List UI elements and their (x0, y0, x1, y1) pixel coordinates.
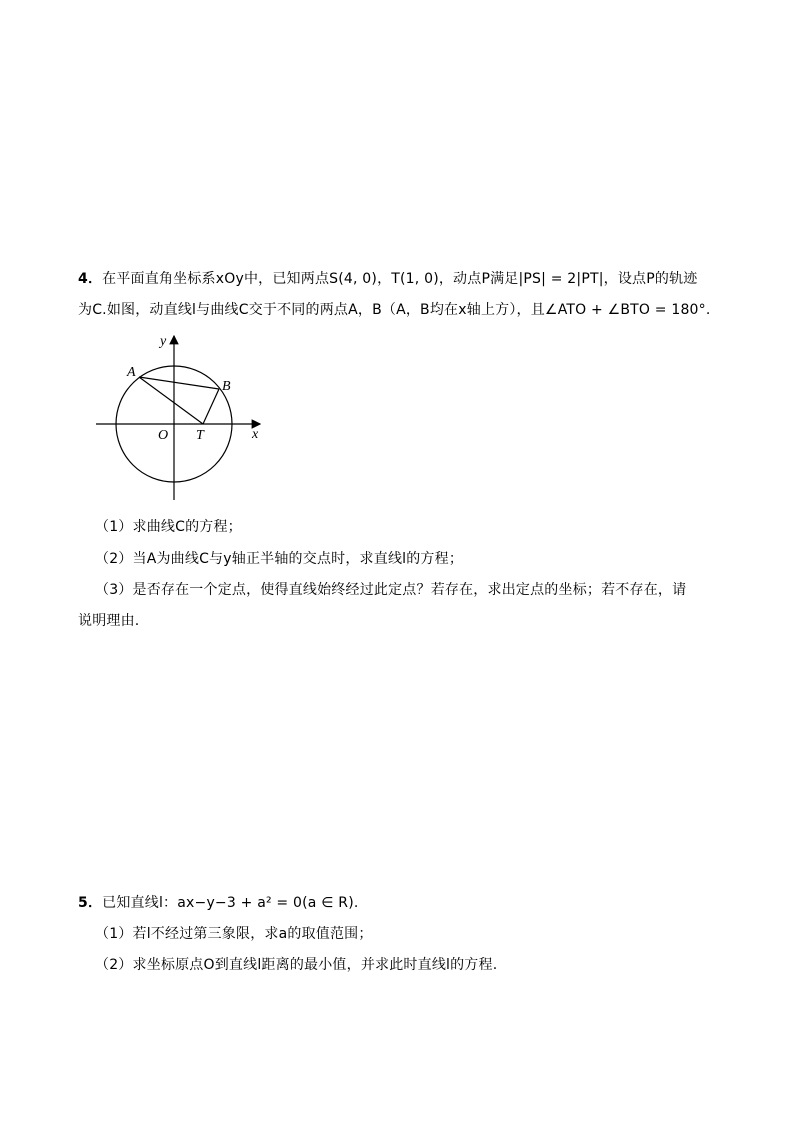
label-x: x (252, 427, 259, 442)
q4-sub2: （2）当A为曲线C与y轴正半轴的交点时，求直线l的方程； (95, 551, 464, 567)
q4-number: 4． (78, 271, 103, 287)
q5-number: 5． (78, 895, 103, 911)
label-origin: O (158, 428, 169, 443)
label-t: T (196, 428, 204, 443)
label-b: B (222, 379, 231, 394)
q4-sub3-line2: 说明理由. (78, 613, 140, 629)
q4-stem-line1: 在平面直角坐标系xOy中，已知两点S(4, 0)，T(1, 0)，动点P满足|PS| = 2|PT|，设点P的轨迹 (102, 271, 698, 287)
label-y: y (160, 334, 167, 349)
q5-stem-line (78, 893, 359, 913)
label-a: A (127, 365, 136, 380)
q5-stem: 已知直线l：ax−y−3 + a² = 0(a ∈ R). (102, 895, 359, 911)
circle-diagram (92, 332, 264, 504)
segment-at (139, 377, 203, 424)
q5-sub1: （1）若l不经过第三象限，求a的取值范围； (95, 926, 373, 942)
line-ab (139, 377, 219, 389)
segment-bt (203, 389, 219, 424)
q4-line1 (78, 269, 697, 289)
q4-figure (92, 332, 264, 504)
q4-sub3-line1: （3）是否存在一个定点，使得直线始终经过此定点？若存在，求出定点的坐标；若不存在，请 (95, 582, 687, 598)
q5-sub2: （2）求坐标原点O到直线l距离的最小值，并求此时直线l的方程. (95, 957, 498, 973)
q4-stem-line2: 为C.如图，动直线l与曲线C交于不同的两点A，B（A，B均在x轴上方），且∠ATO + ∠BTO = 180°. (78, 302, 711, 318)
q4-sub1: （1）求曲线C的方程； (95, 519, 242, 535)
